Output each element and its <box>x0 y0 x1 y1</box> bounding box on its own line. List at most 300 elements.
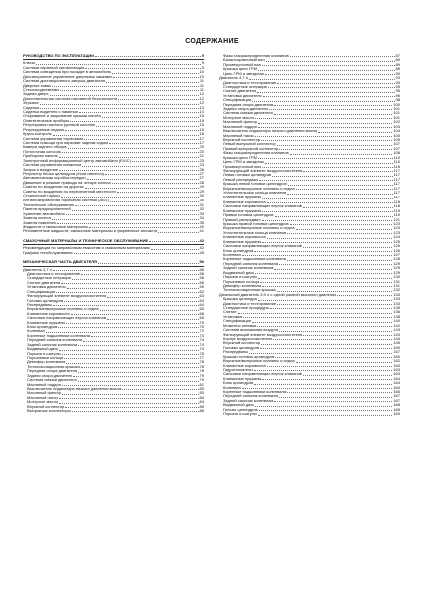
toc-page-number: 108 <box>393 151 400 156</box>
dot-leader <box>262 167 393 168</box>
toc-page-number: 131 <box>393 283 400 288</box>
dot-leader <box>270 308 392 309</box>
toc-page-number: 21 <box>199 154 204 159</box>
toc-entry-title: Левая головка цилиндров <box>223 173 272 178</box>
toc-page-number: 93 <box>395 80 400 85</box>
dot-leader <box>261 140 392 141</box>
dot-leader <box>78 372 198 373</box>
dot-leader <box>277 145 393 146</box>
toc-entry-title: СМАЗОЧНЫЕ МАТЕРИАЛЫ И ТЕХНИЧЕСКОЕ ОБСЛУЖИВАНИЕ <box>23 238 149 243</box>
toc-entry-title: Электронный информационный центр автомобиля (EVIC) <box>23 158 131 163</box>
toc-entry-title: Масляный насос <box>27 395 59 400</box>
toc-entry-title: Балансировочный вал <box>223 58 265 63</box>
toc-entry-title: Круиз-контроль <box>23 132 52 137</box>
toc-entry-title: Система всасывания воздуха <box>223 328 278 333</box>
toc-section-heading[interactable] <box>23 239 204 243</box>
toc-page-number: 143 <box>393 332 400 337</box>
dot-leader <box>242 388 392 389</box>
toc-entry-title: Впускные/выпускные клапаны и седла <box>27 307 99 312</box>
toc-page-number: 12 <box>199 92 204 97</box>
toc-page-number: 15 <box>199 127 204 132</box>
dot-leader <box>40 108 198 109</box>
toc-entry-title: Фазы газораспределения клапанов <box>223 54 289 58</box>
dot-leader <box>260 348 392 349</box>
toc-entry[interactable] <box>219 412 400 416</box>
dot-leader <box>65 130 198 131</box>
toc-entry-title: Крышка цилиндра <box>223 297 257 302</box>
toc-entry-title: Регулируемые педали <box>23 127 65 132</box>
toc-entry-title: Блок цилиндров <box>223 248 254 253</box>
toc-page-number: 9 <box>201 65 204 70</box>
dot-leader <box>259 180 392 181</box>
dot-leader <box>257 326 392 327</box>
toc-entry-title: Задний сальник коленвала <box>27 342 78 347</box>
toc-entry-title: Клапанные пружины <box>223 376 262 381</box>
toc-entry-title: Камера заднего обзора <box>23 145 67 150</box>
dot-leader <box>50 95 199 96</box>
toc-entry-title: Гильзы цилиндров <box>223 407 258 412</box>
toc-page-number: 81 <box>199 382 204 387</box>
toc-page-number: 83 <box>199 386 204 391</box>
dot-leader <box>257 92 394 93</box>
toc-page-number: 74 <box>199 338 204 343</box>
toc-page-number: 12 <box>199 96 204 101</box>
toc-page-number: 129 <box>393 266 400 271</box>
toc-page-number: 163 <box>393 363 400 368</box>
toc-page-number: 63 <box>199 298 204 303</box>
dot-leader <box>65 407 198 408</box>
dot-leader <box>266 61 395 62</box>
dot-leader <box>74 253 199 254</box>
toc-page-number: 168 <box>393 407 400 412</box>
dot-leader <box>52 86 198 87</box>
toc-entry-title: Масляный поддон <box>27 382 61 387</box>
toc-entry-title: Фильтрующий элемент воздухоочистителя <box>223 332 303 337</box>
dot-leader <box>79 112 199 113</box>
dot-leader <box>262 242 392 243</box>
toc-entry-title: Клапанные коромысла <box>27 311 70 316</box>
toc-page-number: 117 <box>393 195 400 200</box>
toc-page-number: 124 <box>393 235 400 240</box>
toc-entry-title: Диагностика и тестирование <box>223 80 277 85</box>
toc-entry-title: Промежуточный вал <box>223 62 262 67</box>
toc-page-number: 69 <box>199 316 204 321</box>
toc-entry-title: Задний сальник коленвала <box>223 398 274 403</box>
dot-leader <box>66 214 199 215</box>
dot-leader <box>87 179 199 180</box>
toc-entry-title: Выпускные коллекторы <box>27 409 71 414</box>
toc-section-heading[interactable] <box>23 54 204 58</box>
toc-page-number: 15 <box>199 118 204 123</box>
toc-entry-title: Блок цилиндров <box>223 381 254 386</box>
toc-entry-title: Установка двигателя <box>27 285 66 290</box>
dot-leader <box>269 109 392 110</box>
dot-leader <box>255 118 392 119</box>
toc-entry-title: Жидкости и смазочные материалы <box>23 225 88 230</box>
toc-page-number: 56 <box>199 280 204 285</box>
toc-page-number: 133 <box>393 301 400 306</box>
dot-leader <box>106 82 199 83</box>
toc-page-number: 95 <box>395 84 400 89</box>
toc-page-number: 68 <box>199 311 204 316</box>
toc-page-number: 145 <box>393 341 400 346</box>
toc-entry-title: Передняя опора двигателя <box>223 102 274 107</box>
dot-leader <box>279 331 392 332</box>
toc-page-number: 102 <box>393 120 400 125</box>
dot-leader <box>258 127 392 128</box>
toc-page-number: 30 <box>199 194 204 199</box>
toc-entry-title: Фазы газораспределения клапанов <box>223 151 289 156</box>
toc-entry-title: Система управления климатом <box>23 163 82 168</box>
toc-page-number: 45 <box>199 250 204 255</box>
toc-entry-title: Уплотнительные кольца клапанов <box>223 191 287 196</box>
toc-page-number: 83 <box>199 391 204 396</box>
toc-page-number: 27 <box>199 171 204 176</box>
dot-leader <box>254 251 392 252</box>
toc-page-number: 14 <box>199 110 204 115</box>
dot-leader <box>287 260 392 261</box>
toc-page-number: 64 <box>199 302 204 307</box>
toc-entry-title: Поршневые кольца <box>223 279 260 284</box>
toc-entry-title: Система освещения при посадке в автомобиль <box>23 70 112 75</box>
toc-page-number: 121 <box>393 217 400 222</box>
dot-leader <box>290 154 393 155</box>
toc-entry-title: Советы по вождению по пересеченной местности <box>23 189 116 194</box>
toc-page-number: 56 <box>199 271 204 276</box>
dot-leader <box>296 229 393 230</box>
toc-entry-title: Поршни и шатуны <box>223 412 257 417</box>
toc-entry-title: Система смазки двигателя <box>223 111 273 116</box>
toc-page-number: 138 <box>393 314 400 319</box>
toc-entry-title: Сальники направляющих втулок клапанов <box>223 244 302 249</box>
toc-entry-title: Коренные подшипники коленвала <box>27 333 90 338</box>
toc-page-number: 106 <box>393 138 400 142</box>
toc-entry-title: Стандартные операции <box>223 84 267 89</box>
toc-entry-title: Приборная панель <box>23 154 58 159</box>
toc-page-number: 63 <box>199 294 204 299</box>
toc-entry-title: Система смазки двигателя <box>27 378 77 383</box>
toc-entry-title: Выключатель индикатора низкого давления масла <box>27 386 122 391</box>
toc-entry-title: Головки цилиндров <box>27 298 64 303</box>
toc-page-number: 26 <box>199 167 204 172</box>
toc-entry-title: Цепь ГРМ и звездочки <box>223 71 265 76</box>
toc-entry-title: Масляный фильтр <box>27 391 62 396</box>
toc-entry-title: Диагностика и тестирование <box>223 301 277 306</box>
dot-leader <box>279 149 392 150</box>
toc-entry-title: Масляный фильтр <box>223 120 258 125</box>
toc-page-number: 11 <box>199 79 204 84</box>
toc-page-number: 9 <box>201 54 204 58</box>
dot-leader <box>277 291 393 292</box>
toc-entry-title: Спецификации <box>223 319 252 324</box>
toc-entry-title: Уплотнительные кольца клапанов <box>223 230 287 235</box>
toc-page-number: 100 <box>393 102 400 107</box>
dot-leader <box>279 397 392 398</box>
dot-leader <box>95 56 201 57</box>
dot-leader <box>59 157 199 158</box>
dot-leader <box>267 366 393 367</box>
toc-page-number: 163 <box>393 367 400 372</box>
toc-entry-title: Техническое обслуживание <box>23 202 75 207</box>
toc-entry-title: Выдвижной диск <box>27 347 59 352</box>
toc-page-number: 15 <box>199 123 204 128</box>
dot-leader <box>112 183 199 184</box>
page-title: СОДЕРЖАНИЕ <box>185 38 239 45</box>
toc-page-number: 129 <box>393 270 400 275</box>
toc-page-number: 72 <box>199 329 204 334</box>
dot-leader <box>255 273 392 274</box>
toc-entry-title: Впускной коллектор <box>223 138 261 142</box>
dot-leader <box>64 301 198 302</box>
dot-leader <box>78 345 198 346</box>
dot-leader <box>238 313 393 314</box>
toc-entry-title: Коленвал <box>27 329 45 334</box>
toc-page-number: 118 <box>393 199 400 204</box>
toc-section-heading[interactable] <box>23 260 204 264</box>
toc-entry-title: Выключатель индикатора низкого давления масла <box>223 129 318 134</box>
toc-page-number: 107 <box>393 146 400 151</box>
dot-leader <box>60 90 199 91</box>
toc-page-number: 74 <box>199 333 204 338</box>
toc-page-number: 110 <box>393 160 400 165</box>
toc-page-number: 20 <box>199 149 204 154</box>
toc-page-number: 118 <box>393 204 400 209</box>
toc-page-number: 23 <box>199 163 204 168</box>
toc-entry-title: Коленвал <box>223 385 241 390</box>
section-rule <box>23 59 204 60</box>
toc-entry-title: Панели предохранителей <box>23 207 71 212</box>
toc-page-number: 13 <box>199 105 204 110</box>
toc-entry-title: Крышки головок цилиндров <box>223 354 275 359</box>
dot-leader <box>53 135 199 136</box>
toc-entry-title: Распредвалы <box>223 350 249 355</box>
dot-leader <box>132 161 199 162</box>
toc-entry-title: МЕХАНИЧЕСКАЯ ЧАСТЬ ДВИГАТЕЛЯ <box>23 260 97 265</box>
toc-entry-title: Передний сальник коленвала <box>27 338 83 343</box>
toc-page-number: 157 <box>393 350 400 355</box>
toc-page-number: 164 <box>393 381 400 386</box>
toc-page-number: 78 <box>199 360 204 365</box>
toc-page-number: 74 <box>199 347 204 352</box>
toc-page-number: 56 <box>199 267 204 272</box>
dot-leader <box>66 323 198 324</box>
toc-entry-title: Фильтрующий элемент воздухоочистителя <box>27 294 107 299</box>
toc-page-number: 78 <box>199 364 204 369</box>
dot-leader <box>249 79 395 80</box>
toc-page-number: 89 <box>395 67 400 72</box>
toc-entry-title: Теплоизоляционная крышка <box>27 364 80 369</box>
toc-entry[interactable] <box>23 409 204 413</box>
dot-leader <box>258 70 395 71</box>
toc-page-number: 123 <box>393 230 400 235</box>
dot-leader <box>73 376 198 377</box>
toc-entry-title: Демпфер коленвала <box>27 360 66 365</box>
dot-leader <box>105 174 199 175</box>
toc-page-number: 116 <box>393 164 400 169</box>
toc-page-number: 33 <box>199 211 204 216</box>
toc-entry-title: Левый выпускной коллектор <box>223 142 276 147</box>
dot-leader <box>287 194 392 195</box>
toc-page-number: 163 <box>393 372 400 377</box>
toc-entry-title: Сальники направляющих втулок клапанов <box>27 316 106 321</box>
dot-leader <box>258 300 392 301</box>
dot-leader <box>255 406 392 407</box>
toc-page-number: 101 <box>393 111 400 116</box>
dot-leader <box>265 163 392 164</box>
dot-leader <box>96 126 199 127</box>
toc-page-number: 143 <box>393 328 400 333</box>
toc-entry-title: Передний сальник коленвала <box>223 394 279 399</box>
dot-leader <box>149 241 198 242</box>
dot-leader <box>303 375 392 376</box>
dot-leader <box>275 216 393 217</box>
dot-leader <box>98 263 199 264</box>
toc-entry-title: Правый распредвал <box>223 217 261 222</box>
toc-entry-title: Движение в режиме привода на четыре колеса <box>23 180 111 185</box>
toc-entry-title: Выдвижной диск <box>223 270 255 275</box>
toc-entry-title: РУКОВОДСТВО ПО ЭКСПЛУАТАЦИИ <box>23 54 95 58</box>
toc-entry-title: Клапанные коромысла <box>223 363 266 368</box>
toc-page-number: 117 <box>393 191 400 196</box>
toc-entry-title: Корпус воздухоочистителя <box>223 337 273 341</box>
toc-entry-title: Антиблокировочная тормозная система (АБS) <box>23 198 109 203</box>
toc-entry-title: Дизельный двигатель 3,0 л с одной рампой высокого давления <box>219 292 337 297</box>
toc-page-number: 142 <box>393 323 400 328</box>
toc-page-number: 79 <box>199 378 204 383</box>
toc-page-number: 131 <box>393 279 400 284</box>
toc-page-number: 34 <box>199 216 204 221</box>
dot-leader <box>62 152 198 153</box>
dot-leader <box>151 249 199 250</box>
dot-leader <box>70 121 198 122</box>
dot-leader <box>277 304 392 305</box>
toc-entry-title: Масляный насос <box>223 133 255 138</box>
toc-entry-title: Задняя опора двигателя <box>223 107 269 112</box>
toc-entry-title: Распредвалы <box>27 302 53 307</box>
toc-page-number: 165 <box>393 390 400 395</box>
toc-page-number: 41 <box>199 229 204 234</box>
toc-page-number: 101 <box>393 115 400 120</box>
dot-leader <box>274 114 393 115</box>
toc-page-number: 117 <box>393 182 400 187</box>
toc-entry-title: Стандартные операции <box>27 276 71 281</box>
toc-entry-title: Клапанные пружины <box>223 239 262 244</box>
toc-entry-title: Запуск и вождение <box>23 167 59 172</box>
dot-leader <box>290 224 393 225</box>
toc-entry-title: Моторное масло <box>223 115 255 120</box>
toc-page-number: 119 <box>393 208 400 213</box>
toc-page-number: 10 <box>199 74 204 79</box>
toc-page-number: 17 <box>199 141 204 145</box>
toc-entry-title: Дверные замки <box>23 83 52 88</box>
toc-page-number: 101 <box>393 107 400 112</box>
toc-entry-title: Сальники направляющих втулок клапанов <box>223 372 302 377</box>
dot-leader <box>113 77 199 78</box>
toc-page-number: 125 <box>393 244 400 249</box>
dot-leader <box>296 189 393 190</box>
dot-leader <box>56 292 198 293</box>
dot-leader <box>290 56 395 57</box>
toc-entry-title: Впускные/выпускные клапаны и седла <box>223 359 295 364</box>
toc-page-number: 105 <box>393 133 400 138</box>
toc-entry-title: Впускной коллектор <box>27 404 65 409</box>
toc-entry-title: Передняя опора двигателя <box>27 369 78 374</box>
dot-leader <box>91 336 199 337</box>
section-rule <box>23 266 204 267</box>
dot-leader <box>72 210 199 211</box>
dot-leader <box>59 398 198 399</box>
dot-leader <box>263 96 395 97</box>
toc-entry-title: Хранение автомобиля <box>23 211 65 216</box>
toc-page-number: 169 <box>393 412 400 417</box>
dot-leader <box>287 392 392 393</box>
toc-entry-title: Крышка цепи ГРМ <box>223 155 257 160</box>
toc-entry-title: Головки цилиндров <box>223 345 260 350</box>
dot-leader <box>258 278 393 279</box>
dot-leader <box>274 105 392 106</box>
toc-page-number: 56 <box>199 260 204 265</box>
toc-page-number: 127 <box>393 252 400 257</box>
dot-leader <box>122 389 198 390</box>
dot-leader <box>71 314 199 315</box>
toc-page-number: 160 <box>393 354 400 359</box>
toc-entry-title: Промежуточный вал <box>223 164 262 169</box>
toc-entry-title: Замена колеса <box>23 216 51 221</box>
toc-entry-title: Сиденья <box>23 105 40 110</box>
dot-leader <box>337 295 392 296</box>
toc-entry-title: Замена лампочек <box>23 220 56 225</box>
dot-leader <box>258 123 392 124</box>
toc-entry-title: Открывание и закрывание крышки капота <box>23 114 101 119</box>
dot-leader <box>84 139 198 140</box>
toc-entry-title: Моторное масло <box>27 400 59 405</box>
toc-page-number: 11 <box>199 87 204 92</box>
toc-entry-title: Установка двигателя <box>223 93 262 98</box>
dot-leader <box>68 148 199 149</box>
toc-entry-title: Регламентные жидкости, смазочные материалы и фирменные запчасти <box>23 229 158 234</box>
toc-entry-title: Стеклоподъемники <box>23 87 59 92</box>
dot-leader <box>117 192 199 193</box>
toc-page-number: 42 <box>199 246 204 251</box>
toc-entry-title: Снятие двигателя <box>223 89 257 94</box>
toc-entry-title: Клапанные коромысла <box>223 199 266 204</box>
dot-leader <box>62 385 199 386</box>
toc-entry-title: Сиденья водителя с памятью <box>23 110 78 115</box>
dot-leader <box>82 166 198 167</box>
dot-leader <box>296 362 393 363</box>
toc-entry-title: Зеркала <box>23 101 39 106</box>
toc-page-number: 78 <box>199 369 204 374</box>
dot-leader <box>279 264 392 265</box>
toc-page-number: 62 <box>199 289 204 294</box>
toc-page-number: 95 <box>395 89 400 94</box>
toc-page-number: 117 <box>393 168 400 173</box>
toc-entry-title: Система дистанционного запуска двигателя <box>23 79 106 84</box>
toc-page-number: 15 <box>199 114 204 119</box>
dot-leader <box>158 232 198 233</box>
toc-page-number: 167 <box>393 398 400 403</box>
toc-left-column <box>23 54 204 413</box>
toc-entry-title: Спецификации <box>223 98 252 103</box>
dot-leader <box>72 279 199 280</box>
dot-leader <box>83 341 198 342</box>
toc-entry-title: Моменты затяжки <box>223 323 257 328</box>
dot-leader <box>112 73 198 74</box>
toc-page-number: 84 <box>199 395 204 400</box>
dot-leader <box>303 247 392 248</box>
toc-page-number: 75 <box>199 351 204 356</box>
dot-leader <box>59 403 198 404</box>
